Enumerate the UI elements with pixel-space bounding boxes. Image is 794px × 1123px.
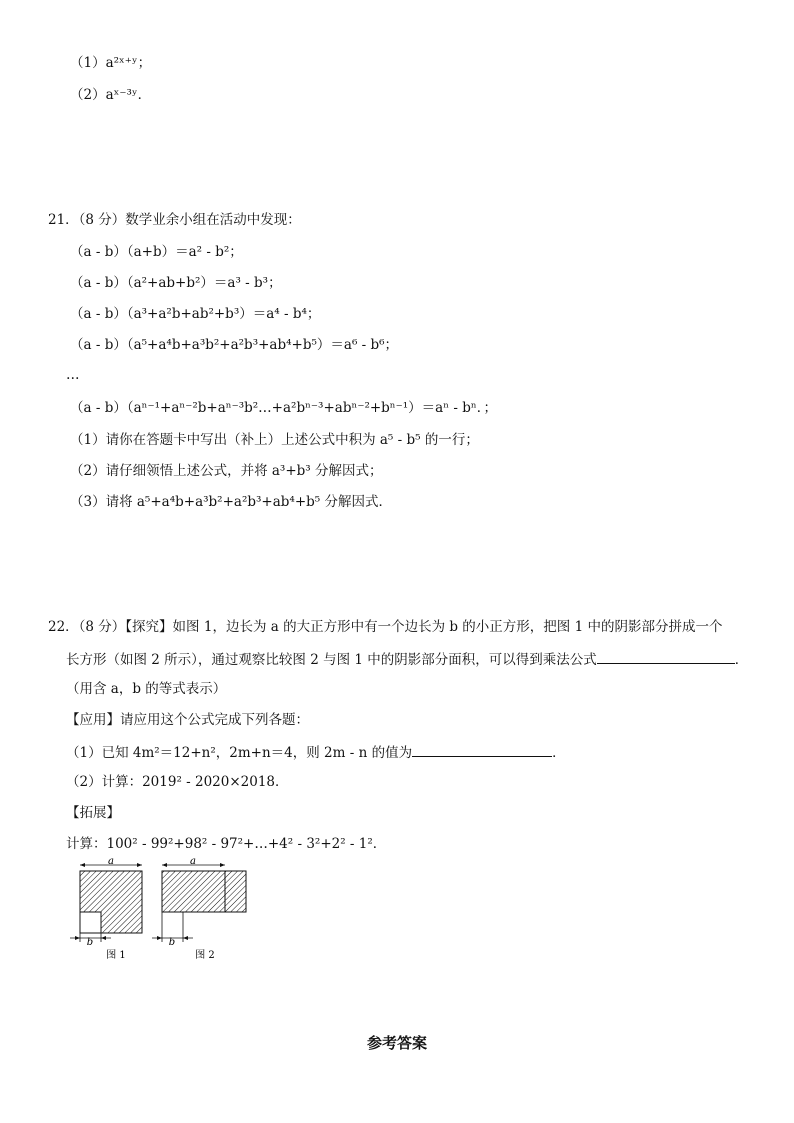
q21-formula-4: （a - b）（a⁵+a⁴b+a³b²+a²b³+ab⁴+b⁵）＝a⁶ - b⁶；: [70, 337, 399, 353]
fig2-caption: 图 2: [195, 950, 215, 961]
q21-formula-2: （a - b）（a²+ab+b²）＝a³ - b³；: [70, 275, 282, 291]
q22-stem-line1: 22．（8 分）【探究】如图 1，边长为 a 的大正方形中有一个边长为 b 的小正方形，把图 1 中的阴影部分拼成一个: [48, 619, 723, 635]
q21-ellipsis: …: [66, 367, 80, 383]
q22-stem-line2-text: 长方形（如图 2 所示），通过观察比较图 2 与图 1 中的阴影部分面积，可以得到乘法公式: [66, 652, 597, 668]
q22-apply-1-text: （1）已知 4m²＝12+n²，2m+n＝4，则 2m - n 的值为: [66, 745, 413, 761]
answers-heading: 参考答案: [366, 1034, 427, 1052]
q21-subquestion-2: （2）请仔细领悟上述公式，并将 a³+b³ 分解因式；: [70, 463, 383, 479]
fig1-b-arrowhead-right: [101, 936, 106, 940]
q20-part1: （1）a²ˣ⁺ʸ；: [70, 55, 152, 71]
q20-part2: （2）aˣ⁻³ʸ．: [70, 87, 152, 103]
fig2-b-arrowhead-left: [157, 936, 162, 940]
value-answer-blank[interactable]: [412, 742, 552, 757]
fig1-b-arrowhead-left: [75, 936, 80, 940]
q22-apply-heading: 【应用】请应用这个公式完成下列各题：: [66, 712, 309, 728]
fig2-b-label: b: [168, 937, 176, 948]
fig1-b-label: b: [86, 937, 94, 948]
figure-2: [152, 856, 246, 961]
fig2-shaded-rectangle: [162, 871, 246, 912]
fig2-b-arrowhead-right: [183, 936, 188, 940]
fig2-a-arrowhead-left: [162, 863, 167, 867]
q22-stem-line2: [66, 649, 748, 669]
figures: [60, 856, 260, 966]
q22-stem-line3: （用含 a，b 的等式表示）: [66, 681, 227, 697]
fig2-a-arrowhead-right: [220, 863, 225, 867]
q22-stem-line2-end: ．: [734, 652, 749, 668]
fig1-a-arrowhead-right: [137, 863, 142, 867]
q21-subquestion-1: （1）请你在答题卡中写出（补上）上述公式中积为 a⁵ - b⁵ 的一行；: [70, 432, 479, 448]
fig1-a-label: a: [108, 856, 114, 867]
q21-stem: 21．（8 分）数学业余小组在活动中发现：: [48, 212, 301, 228]
fig1-caption: 图 1: [106, 950, 126, 961]
formula-answer-blank[interactable]: [597, 649, 735, 664]
q21-formula-3: （a - b）（a³+a²b+ab²+b³）＝a⁴ - b⁴；: [70, 306, 321, 322]
q21-formula-1: （a - b）（a+b）＝a² - b²；: [70, 244, 243, 260]
q22-apply-2: （2）计算：2019² - 2020×2018．: [66, 774, 289, 790]
q21-subquestion-3: （3）请将 a⁵+a⁴b+a³b²+a²b³+ab⁴+b⁵ 分解因式．: [70, 494, 392, 510]
q22-apply-1-end: ．: [552, 745, 566, 761]
q22-extend-question: 计算：100² - 99²+98² - 97²+…+4² - 3²+2² - 1²．: [66, 836, 387, 852]
fig2-a-label: a: [190, 856, 196, 867]
q22-extend-heading: 【拓展】: [66, 805, 120, 821]
q21-formula-general: （a - b）（aⁿ⁻¹+aⁿ⁻²b+aⁿ⁻³b²…+a²bⁿ⁻³+abⁿ⁻²+bⁿ⁻¹）＝aⁿ - bⁿ．；: [70, 400, 497, 416]
q22-apply-1: [66, 742, 566, 762]
fig1-small-square: [80, 912, 101, 933]
figure-1: [70, 856, 142, 961]
fig1-a-arrowhead-left: [80, 863, 85, 867]
